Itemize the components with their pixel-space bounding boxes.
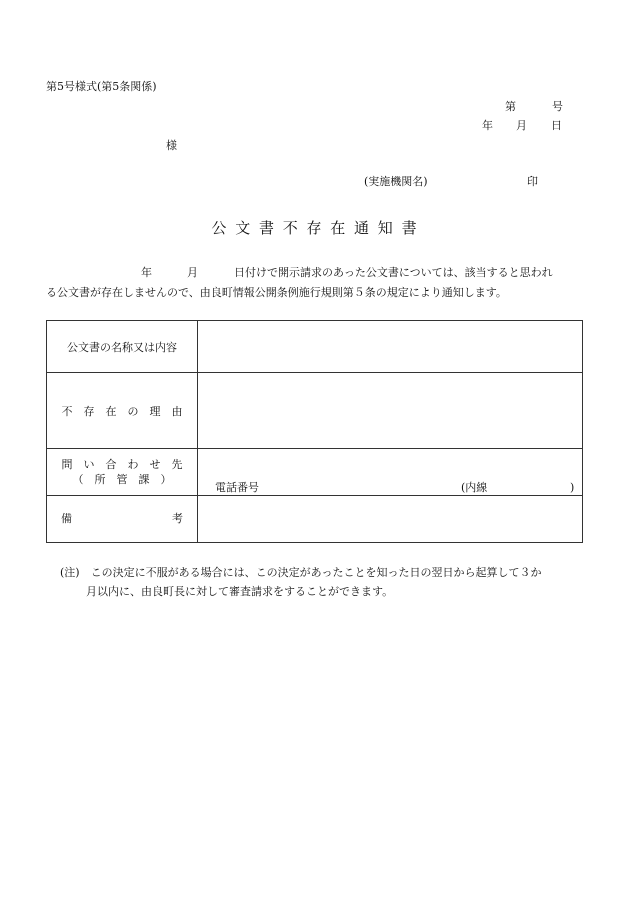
extension-close: ) <box>570 481 575 494</box>
intro-line1: 日付けで開示請求のあった公文書については、該当すると思われ <box>234 266 553 279</box>
intro-line2: る公文書が存在しませんので、由良町情報公開条例施行規則第５条の規定により通知します。 <box>46 286 507 299</box>
document-number-prefix: 第 <box>505 100 516 113</box>
phone-label: 電話番号 <box>215 481 259 494</box>
notice-table <box>46 320 583 543</box>
note-line1: (注) この決定に不服がある場合には、この決定があったことを知った日の翌日から起算して３か <box>60 566 542 579</box>
contact-label-line1: 問 い 合 わ せ 先 <box>61 458 183 471</box>
reason-field[interactable] <box>198 373 583 449</box>
row-label-reason: 不 存 在 の 理 由 <box>47 373 198 449</box>
table-row <box>47 496 583 543</box>
document-title: 公 文 書 不 存 在 通 知 書 <box>211 219 419 237</box>
intro-month: 月 <box>187 266 198 279</box>
remarks-label-left: 備 <box>61 512 72 525</box>
row-label-contact <box>47 449 198 496</box>
date-day: 日 <box>551 119 562 132</box>
row-label-document-name: 公文書の名称又は内容 <box>47 321 198 373</box>
issuer-name: (実施機関名) <box>364 175 428 188</box>
note-line2: 月以内に、由良町長に対して審査請求をすることができます。 <box>86 585 394 598</box>
table-row <box>47 449 583 496</box>
contact-field[interactable] <box>198 449 583 496</box>
intro-year: 年 <box>141 266 152 279</box>
table-row <box>47 321 583 373</box>
seal-mark: 印 <box>527 175 538 188</box>
date-month: 月 <box>516 119 527 132</box>
document-name-field[interactable] <box>198 321 583 373</box>
remarks-field[interactable] <box>198 496 583 543</box>
extension-label: (内線 <box>461 481 488 494</box>
form-number: 第5号様式(第5条関係) <box>46 80 157 93</box>
contact-label-line2: （ 所 管 課 ） <box>72 473 172 486</box>
date-year: 年 <box>482 119 493 132</box>
addressee-suffix: 様 <box>166 139 177 152</box>
remarks-label-right: 考 <box>172 512 183 525</box>
document-number-suffix: 号 <box>552 100 563 113</box>
table-row <box>47 373 583 449</box>
row-label-remarks <box>47 496 198 543</box>
